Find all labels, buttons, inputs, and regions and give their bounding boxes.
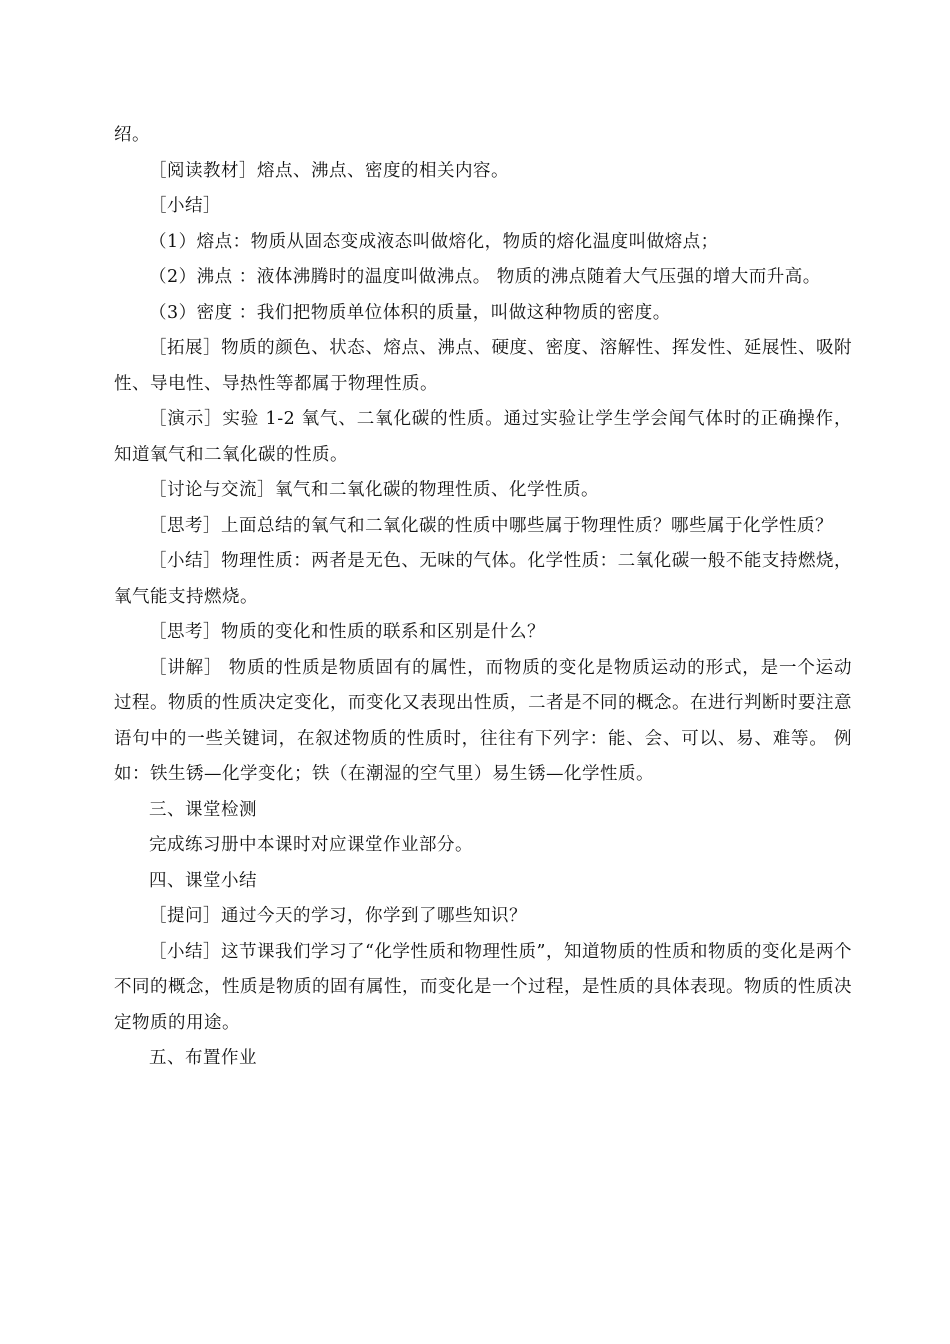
section-heading-homework: 五、布置作业	[149, 1048, 257, 1068]
paragraph-summary-properties: ［小结］物理性质：两者是无色、无味的气体。化学性质：二氧化碳一般不能支持燃烧，氧气能支持燃烧。	[114, 551, 852, 607]
paragraph-extension: ［拓展］物质的颜色、状态、熔点、沸点、硬度、密度、溶解性、挥发性、延展性、吸附性、导电性、导热性等都属于物理性质。	[114, 338, 852, 394]
paragraph-thinking-2: ［思考］物质的变化和性质的联系和区别是什么？	[149, 622, 545, 642]
paragraph-density: （3）密度 ：我们把物质单位体积的质量，叫做这种物质的密度。	[149, 302, 671, 323]
paragraph-melting-point: （1）熔点：物质从固态变成液态叫做熔化，物质的熔化温度叫做熔点；	[149, 231, 719, 252]
section-heading-classroom-summary: 四、课堂小结	[149, 870, 257, 891]
section-heading-classroom-test: 三、课堂检测	[149, 799, 257, 820]
paragraph-final-summary: ［小结］这节课我们学习了“化学性质和物理性质”，知道物质的性质和物质的变化是两个不同的概念，性质是物质的固有属性，而变化是一个过程，是性质的具体表现。物质的性质决定物质的用途。	[114, 941, 852, 1033]
paragraph-demonstration: ［演示］实验 1-2 氧气、二氧化碳的性质。通过实验让学生学会闻气体时的正确操作，知道氧气和二氧化碳的性质。	[114, 409, 852, 465]
paragraph-discussion: ［讨论与交流］氧气和二氧化碳的物理性质、化学性质。	[149, 480, 599, 500]
paragraph-boiling-point: （2）沸点 ：液体沸腾时的温度叫做沸点。 物质的沸点随着大气压强的增大而升高。	[149, 267, 821, 287]
paragraph-question: ［提问］通过今天的学习，你学到了哪些知识？	[149, 906, 527, 926]
paragraph-explanation: ［讲解］ 物质的性质是物质固有的属性，而物质的变化是物质运动的形式，是一个运动过程。物质的性质决定变化，而变化又表现出性质，二者是不同的概念。在进行判断时要注意语句中的一些关键词，在叙述物质的性质时，往往有下列字：能、会、可以、易、难等。 例如：铁生锈—化学变化；铁（在潮湿的空气里）易生锈—化学性质。	[114, 657, 852, 784]
paragraph-exercise: 完成练习册中本课时对应课堂作业部分。	[149, 835, 473, 855]
paragraph-reading: ［阅读教材］熔点、沸点、密度的相关内容。	[149, 160, 509, 181]
paragraph-continuation: 绍。	[114, 125, 150, 145]
paragraph-thinking-1: ［思考］上面总结的氧气和二氧化碳的性质中哪些属于物理性质？哪些属于化学性质？	[149, 515, 833, 536]
paragraph-summary-heading: ［小结］	[149, 196, 221, 216]
